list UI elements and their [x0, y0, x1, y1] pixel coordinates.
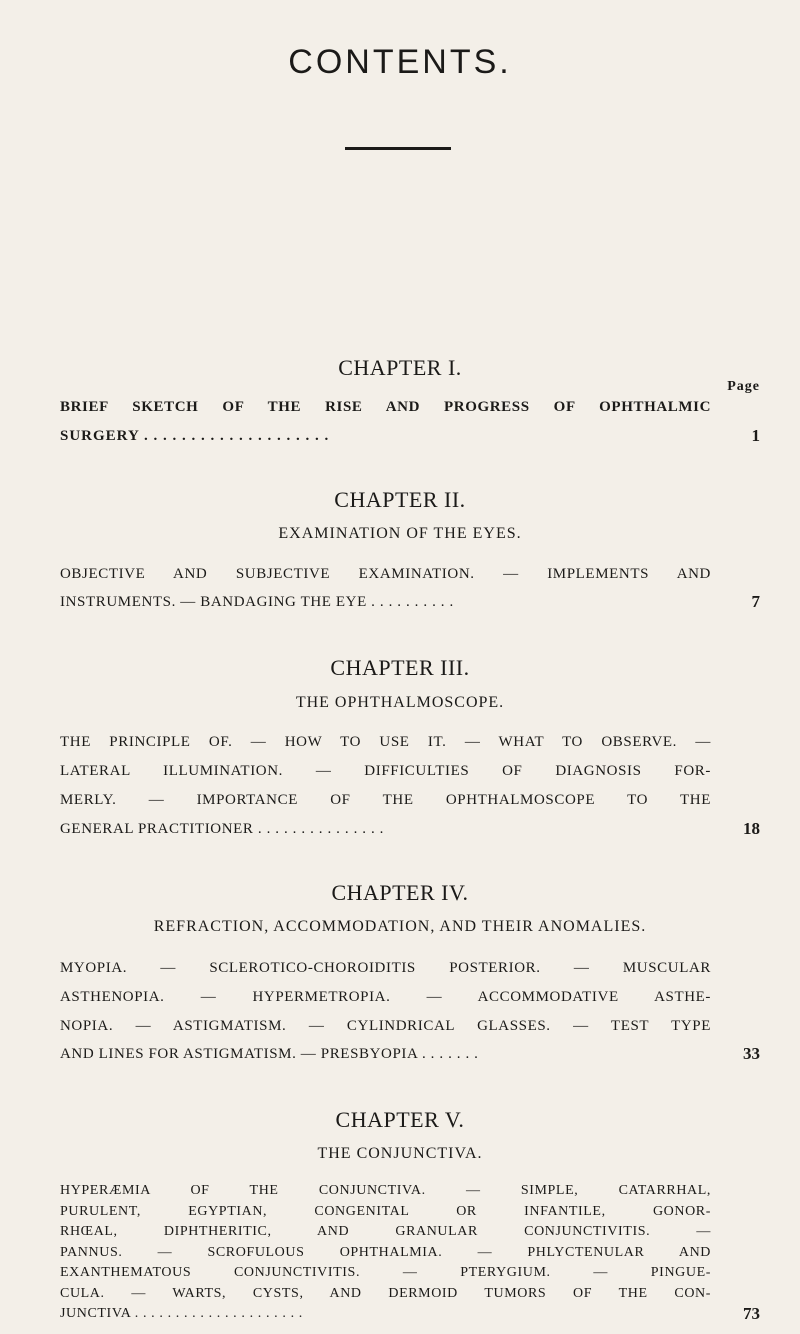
page-title: CONTENTS.	[288, 43, 512, 81]
chapter-5-page: 73	[743, 1304, 760, 1323]
chapter-3-page: 18	[743, 819, 760, 838]
chapter-2-page: 7	[751, 592, 760, 611]
chapter-5-heading: CHAPTER V.	[335, 1107, 465, 1132]
chapter-5-line-4: PANNUS. — SCROFULOUS OPHTHALMIA. — PHLYCTENULAR AND	[60, 1244, 711, 1260]
chapter-4-subtitle: REFRACTION, ACCOMMODATION, AND THEIR ANOMALIES.	[153, 918, 647, 935]
chapter-2-line-2: INSTRUMENTS. — BANDAGING THE EYE . . . . . . . . . .	[60, 594, 454, 610]
chapter-1-line-1: BRIEF SKETCH OF THE RISE AND PROGRESS OF OPHTHALMIC	[60, 399, 711, 415]
chapter-3-heading: CHAPTER III.	[330, 655, 470, 680]
chapter-5-line-7: JUNCTIVA . . . . . . . . . . . . . . . . . . . . .	[60, 1306, 303, 1321]
chapter-4-line-1: MYOPIA. — SCLEROTICO-CHOROIDITIS POSTERIOR. — MUSCULAR	[60, 960, 711, 976]
title-divider	[345, 147, 451, 150]
chapter-4-page: 33	[743, 1044, 760, 1063]
chapter-5-line-1: HYPERÆMIA OF THE CONJUNCTIVA. — SIMPLE, CATARRHAL,	[60, 1183, 711, 1198]
chapter-1-page: 1	[751, 426, 760, 445]
chapter-2-subtitle: EXAMINATION OF THE EYES.	[278, 525, 522, 542]
chapter-4-line-3: NOPIA. — ASTIGMATISM. — CYLINDRICAL GLASSES. — TEST TYPE	[60, 1018, 711, 1034]
chapter-5-line-5: EXANTHEMATOUS CONJUNCTIVITIS. — PTERYGIUM. — PINGUE-	[60, 1265, 711, 1280]
chapter-5-line-6: CULA. — WARTS, CYSTS, AND DERMOID TUMORS OF THE CON-	[60, 1285, 711, 1301]
chapter-5-line-3: RHŒAL, DIPHTHERITIC, AND GRANULAR CONJUNCTIVITIS. —	[60, 1224, 711, 1239]
chapter-4-line-4: AND LINES FOR ASTIGMATISM. — PRESBYOPIA . . . . . . .	[60, 1046, 479, 1062]
chapter-3-line-3: MERLY. — IMPORTANCE OF THE OPHTHALMOSCOPE TO THE	[60, 792, 711, 808]
chapter-4-line-2: ASTHENOPIA. — HYPERMETROPIA. — ACCOMMODATIVE ASTHE-	[60, 989, 711, 1005]
chapter-3-line-1: THE PRINCIPLE OF. — HOW TO USE IT. — WHAT TO OBSERVE. —	[60, 734, 711, 750]
chapter-2-line-1: OBJECTIVE AND SUBJECTIVE EXAMINATION. — IMPLEMENTS AND	[60, 566, 711, 582]
chapter-2-heading: CHAPTER II.	[334, 487, 466, 512]
chapter-3-subtitle: THE OPHTHALMOSCOPE.	[295, 694, 505, 711]
chapter-5-line-2: PURULENT, EGYPTIAN, CONGENITAL OR INFANTILE, GONOR-	[60, 1203, 711, 1219]
chapter-5-subtitle: THE CONJUNCTIVA.	[317, 1145, 483, 1162]
chapter-1-heading: CHAPTER I.	[338, 355, 462, 380]
chapter-3-line-4: GENERAL PRACTITIONER . . . . . . . . . . . . . . .	[60, 821, 385, 837]
chapter-4-heading: CHAPTER IV.	[331, 880, 469, 905]
page-column-label: Page	[727, 379, 760, 394]
chapter-1-line-2: SURGERY . . . . . . . . . . . . . . . . . . . .	[60, 428, 330, 444]
chapter-3-line-2: LATERAL ILLUMINATION. — DIFFICULTIES OF DIAGNOSIS FOR-	[60, 763, 711, 779]
